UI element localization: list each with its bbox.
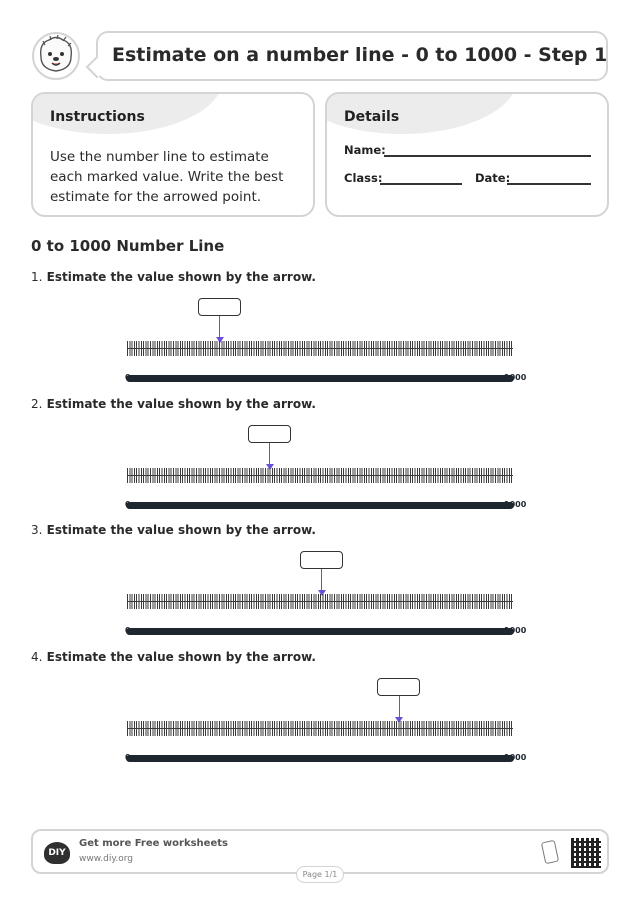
question-number: 4. [31, 650, 43, 664]
name-field[interactable] [384, 155, 591, 157]
diy-logo-icon[interactable]: DIY [44, 842, 70, 864]
question-1-label [31, 270, 316, 284]
question-2-label [31, 397, 316, 411]
answer-box[interactable] [198, 298, 241, 316]
end-label: 1000 [504, 753, 527, 762]
end-label: 1000 [504, 373, 527, 382]
question-text: Estimate the value shown by the arrow. [46, 397, 316, 411]
arrow-pointer [269, 443, 270, 465]
number-line-axis [126, 755, 514, 762]
title-banner [96, 31, 608, 81]
details-heading: Details [344, 109, 400, 125]
page-indicator: Page 1/1 [296, 866, 344, 883]
number-line-axis [126, 502, 514, 509]
question-number: 2. [31, 397, 43, 411]
arrow-pointer [321, 569, 322, 591]
end-label: 1000 [504, 500, 527, 509]
question-4-label [31, 650, 316, 664]
question-text: Estimate the value shown by the arrow. [46, 270, 316, 284]
name-label: Name: [344, 143, 386, 157]
phone-icon [541, 840, 559, 864]
question-3-label [31, 523, 316, 537]
footer-url[interactable]: www.diy.org [79, 854, 133, 864]
number-line-ticks [127, 594, 513, 609]
date-label: Date: [475, 171, 511, 185]
number-line-ticks [127, 341, 513, 356]
question-text: Estimate the value shown by the arrow. [46, 650, 316, 664]
start-label: 0 [125, 753, 131, 762]
question-text: Estimate the value shown by the arrow. [46, 523, 316, 537]
instructions-text: Use the number line to estimate each marked value. Write the best estimate for the arrowed point. [50, 149, 284, 205]
answer-box[interactable] [300, 551, 343, 569]
question-number: 1. [31, 270, 43, 284]
answer-box[interactable] [248, 425, 291, 443]
arrow-pointer [219, 316, 220, 338]
details-panel [325, 92, 609, 217]
yeti-mascot-icon [31, 31, 81, 81]
start-label: 0 [125, 626, 131, 635]
number-line-ticks [127, 721, 513, 736]
start-label: 0 [125, 373, 131, 382]
number-line-axis [126, 375, 514, 382]
instructions-panel [31, 92, 315, 217]
date-field[interactable] [507, 183, 591, 185]
footer-promo-text[interactable]: Get more Free worksheets [79, 838, 228, 849]
number-line-axis [126, 628, 514, 635]
answer-box[interactable] [377, 678, 420, 696]
instructions-heading: Instructions [50, 109, 145, 125]
qr-code-icon [571, 838, 601, 868]
end-label: 1000 [504, 626, 527, 635]
class-field[interactable] [380, 183, 462, 185]
page-title: Estimate on a number line - 0 to 1000 - Step 1 [112, 44, 608, 66]
number-line-ticks [127, 468, 513, 483]
class-label: Class: [344, 171, 383, 185]
section-heading: 0 to 1000 Number Line [31, 237, 225, 255]
arrow-pointer [399, 696, 400, 718]
question-number: 3. [31, 523, 43, 537]
start-label: 0 [125, 500, 131, 509]
